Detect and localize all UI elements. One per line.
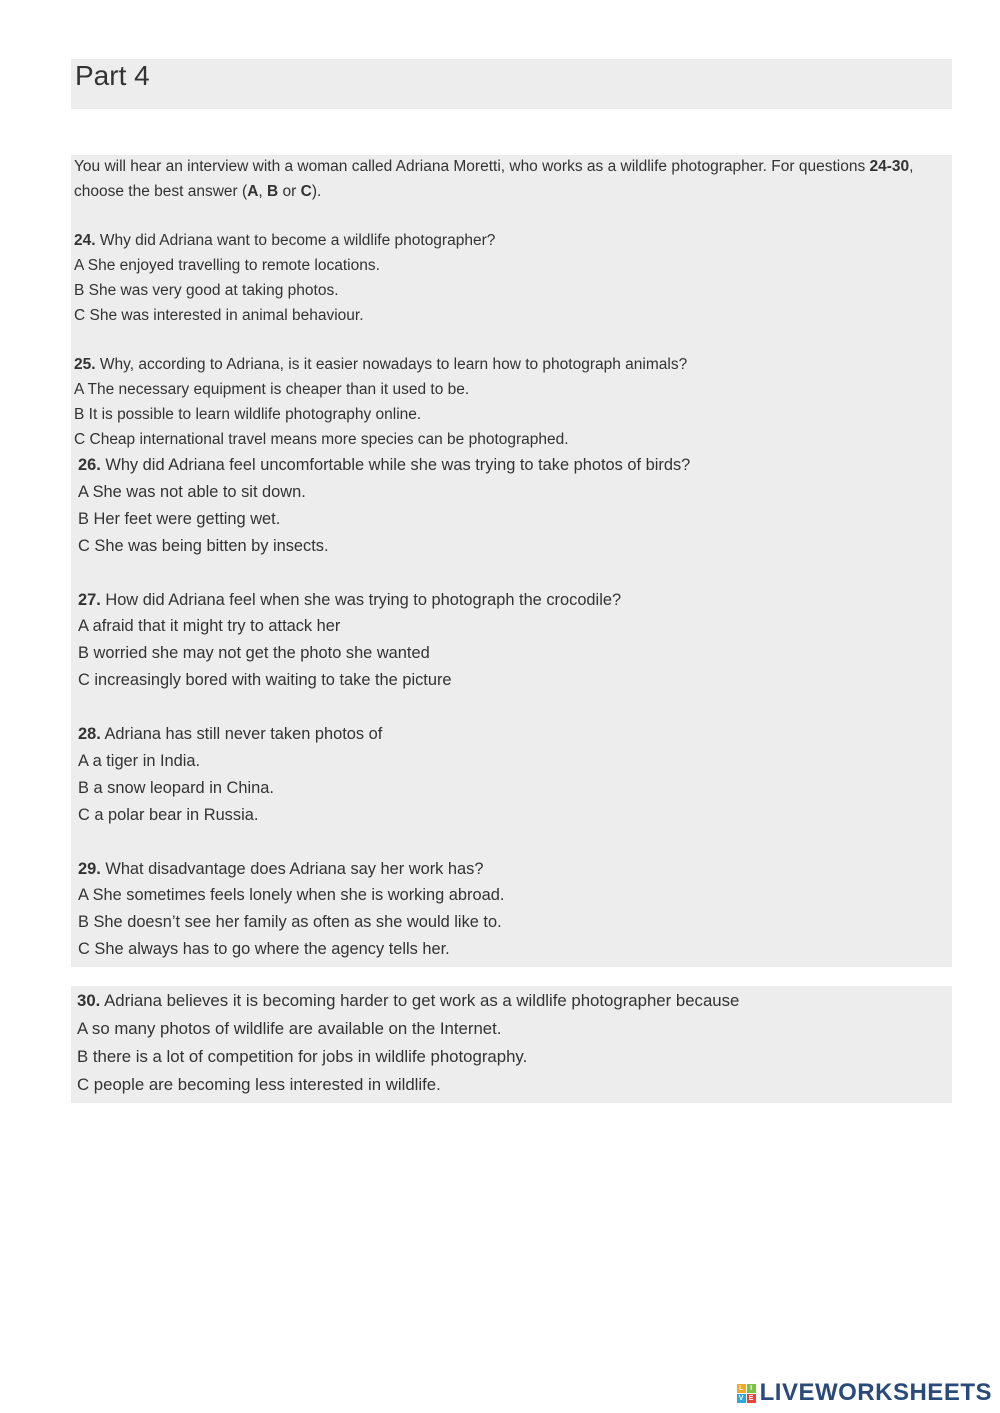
option-c[interactable]: C people are becoming less interested in wildlife. — [77, 1075, 441, 1094]
option-b[interactable]: B She doesn’t see her family as often as she would like to. — [78, 913, 502, 932]
option-a[interactable]: A so many photos of wildlife are available on the Internet. — [77, 1019, 502, 1038]
question-29 — [78, 856, 952, 964]
logo-text: LIVEWORKSHEETS — [759, 1379, 992, 1406]
question-25 — [74, 353, 952, 452]
option-a[interactable]: A The necessary equipment is cheaper than it used to be. — [74, 381, 470, 399]
question-stem: 25. Why, according to Adriana, is it easier nowadays to learn how to photograph animals? — [74, 356, 688, 374]
logo-tile: L — [737, 1384, 746, 1393]
option-c[interactable]: C increasingly bored with waiting to take the picture — [78, 671, 452, 690]
option-c[interactable]: C Cheap international travel means more species can be photographed. — [74, 430, 569, 448]
option-b[interactable]: B there is a lot of competition for jobs in wildlife photography. — [77, 1047, 528, 1066]
question-stem: 24. Why did Adriana want to become a wildlife photographer? — [74, 232, 496, 250]
option-b[interactable]: B Her feet were getting wet. — [78, 509, 281, 528]
question-24 — [74, 229, 952, 328]
section-block-3 — [71, 986, 952, 1103]
logo-tile: E — [747, 1394, 756, 1403]
option-a[interactable]: A She was not able to sit down. — [78, 482, 306, 501]
option-a[interactable]: A She sometimes feels lonely when she is working abroad. — [78, 886, 505, 905]
logo-tile: I — [747, 1384, 756, 1393]
question-stem: 27. How did Adriana feel when she was trying to photograph the crocodile? — [78, 590, 622, 609]
option-a[interactable]: A She enjoyed travelling to remote locations. — [74, 257, 380, 275]
option-a[interactable]: A afraid that it might try to attack her — [78, 617, 341, 636]
question-stem: 29. What disadvantage does Adriana say her work has? — [78, 859, 484, 878]
liveworksheets-logo[interactable] — [737, 1379, 992, 1407]
question-28 — [78, 721, 952, 829]
option-c[interactable]: C She always has to go where the agency tells her. — [78, 940, 450, 959]
title-bar — [71, 59, 952, 109]
page-title: Part 4 — [75, 60, 150, 91]
option-c[interactable]: C She was being bitten by insects. — [78, 536, 329, 555]
logo-icon — [737, 1384, 756, 1403]
question-stem: 30. Adriana believes it is becoming harder to get work as a wildlife photographer because — [77, 991, 740, 1010]
option-b[interactable]: B a snow leopard in China. — [78, 778, 274, 797]
option-b[interactable]: B worried she may not get the photo she wanted — [78, 644, 430, 663]
question-26 — [78, 452, 952, 560]
option-b[interactable]: B It is possible to learn wildlife photography online. — [74, 405, 422, 423]
option-c[interactable]: C She was interested in animal behaviour. — [74, 306, 364, 324]
question-30 — [77, 987, 952, 1099]
section-block-2 — [71, 452, 952, 967]
question-stem: 28. Adriana has still never taken photos of — [78, 725, 383, 744]
section-block-1 — [71, 155, 952, 452]
option-c[interactable]: C a polar bear in Russia. — [78, 805, 259, 824]
question-27 — [78, 587, 952, 695]
question-stem: 26. Why did Adriana feel uncomfortable while she was trying to take photos of birds? — [78, 456, 691, 474]
option-a[interactable]: A a tiger in India. — [78, 751, 201, 770]
logo-tile: V — [737, 1394, 746, 1403]
instructions: You will hear an interview with a woman called Adriana Moretti, who works as a wildlife photographer. For questions 24-30, choose the best answer (A, B or C). — [74, 158, 914, 200]
option-b[interactable]: B She was very good at taking photos. — [74, 281, 339, 299]
